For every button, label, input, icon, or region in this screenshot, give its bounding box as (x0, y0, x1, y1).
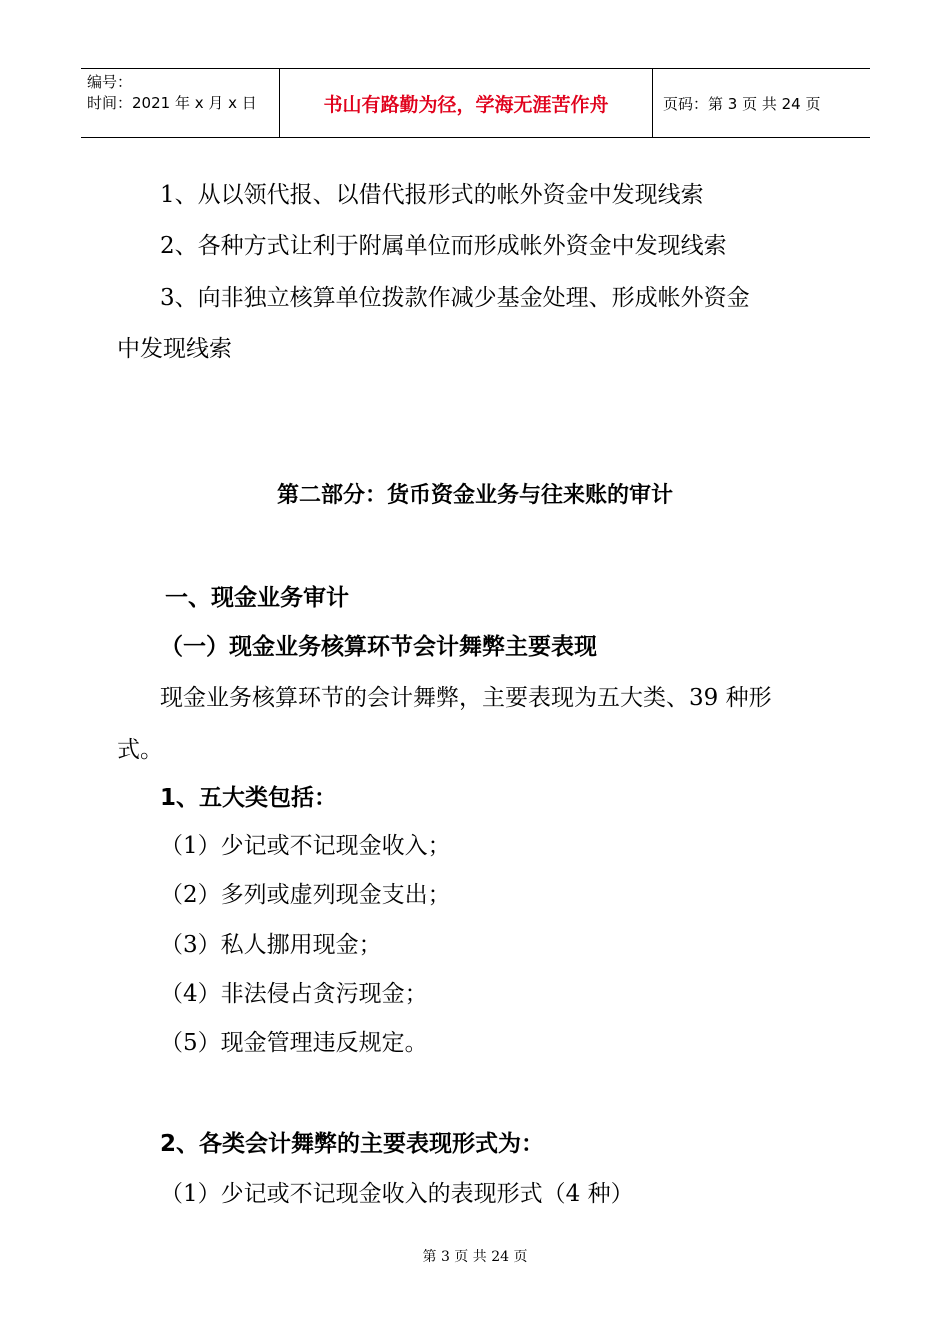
page-footer: 第 3 页 共 24 页 (422, 1249, 528, 1265)
number-label: 编号： (87, 73, 133, 91)
page-header (81, 68, 870, 138)
paragraph-line-2: 式。 (117, 737, 163, 763)
body-line-2: 2、各种方式让利于附属单位而形成帐外资金中发现线索 (160, 233, 727, 259)
list-heading-2: 2、各类会计舞弊的主要表现形式为： (160, 1131, 545, 1157)
body-line-1: 1、从以领代报、以借代报形式的帐外资金中发现线索 (160, 182, 704, 208)
subsection-heading: （一）现金业务核算环节会计舞弊主要表现 (160, 634, 597, 660)
list-item: （1）少记或不记现金收入； (160, 833, 451, 859)
part-title: 第二部分：货币资金业务与往来账的审计 (276, 483, 673, 508)
time-label: 时间：2021 年 x 月 x 日 (87, 94, 257, 112)
body-line-4: 中发现线索 (117, 336, 232, 362)
list-item: （1）少记或不记现金收入的表现形式（4 种） (160, 1181, 634, 1207)
header-page-info: 页码：第 3 页 共 24 页 (663, 94, 821, 113)
section-heading: 一、现金业务审计 (165, 585, 349, 611)
list-item: （4）非法侵占贪污现金； (160, 981, 428, 1007)
list-heading-1: 1、五大类包括： (160, 785, 338, 811)
list-item: （2）多列或虚列现金支出； (160, 882, 451, 908)
list-item: （3）私人挪用现金； (160, 932, 382, 958)
list-item: （5）现金管理违反规定。 (160, 1030, 428, 1056)
body-line-3: 3、向非独立核算单位拨款作减少基金处理、形成帐外资金 (160, 285, 750, 311)
paragraph-line-1: 现金业务核算环节的会计舞弊，主要表现为五大类、39 种形 (160, 685, 772, 711)
header-meta (81, 69, 280, 137)
header-motto: 书山有路勤为径，学海无涯苦作舟 (280, 69, 653, 137)
